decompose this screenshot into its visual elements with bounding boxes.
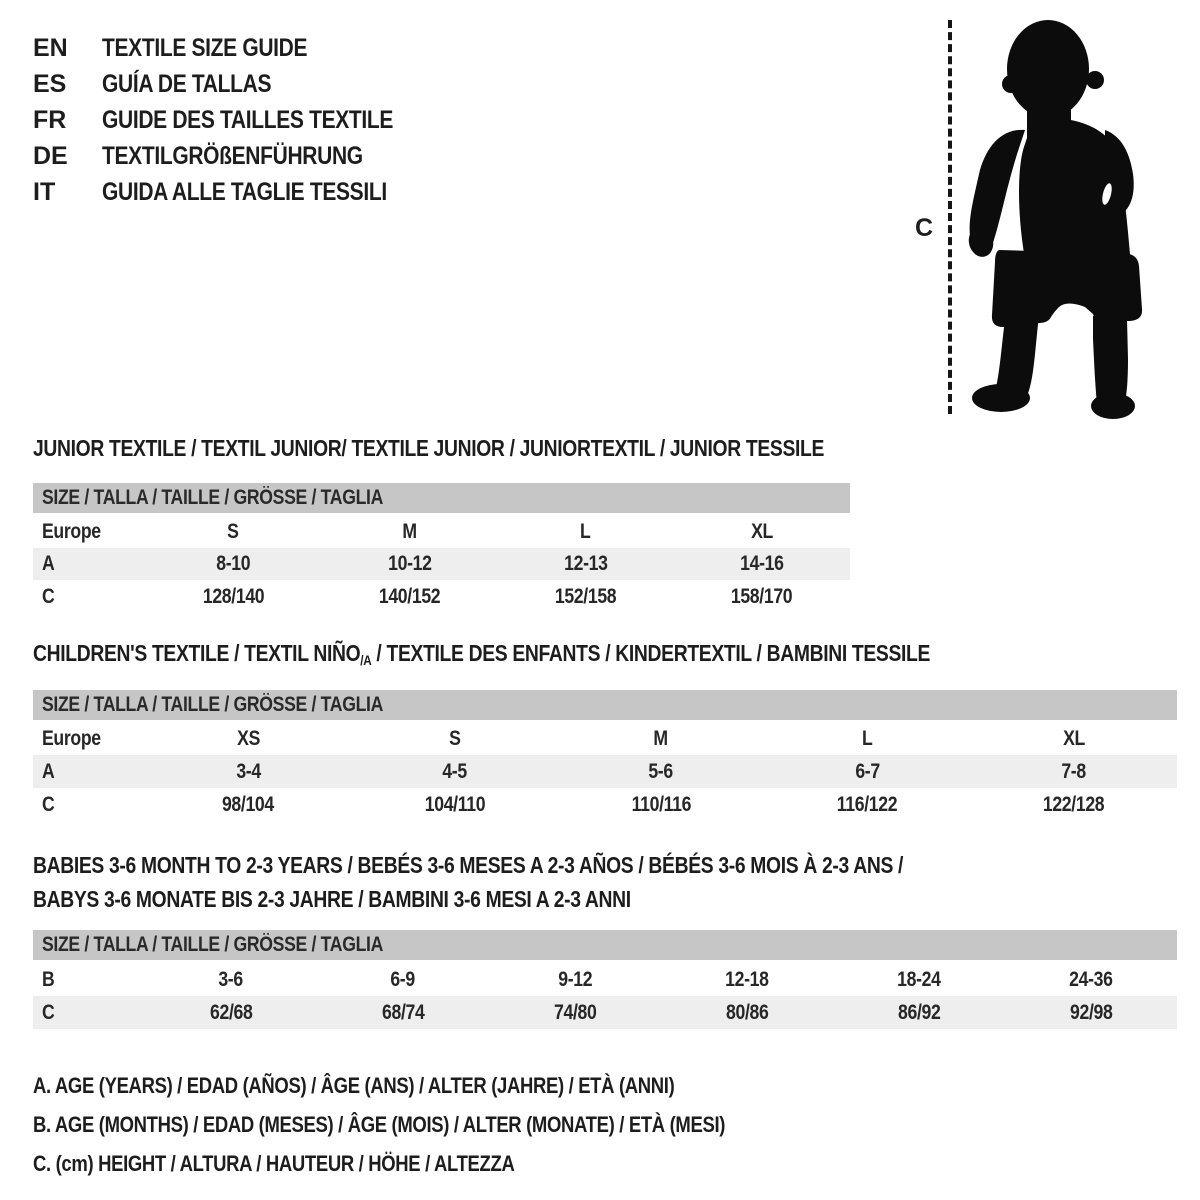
- babies-size-header-bar: SIZE / TALLA / TAILLE / GRÖSSE / TAGLIA: [33, 930, 1177, 960]
- junior-section-title: JUNIOR TEXTILE / TEXTIL JUNIOR/ TEXTILE JUNIOR / JUNIORTEXTIL / JUNIOR TESSILE: [33, 435, 825, 461]
- lang-title-en: TEXTILE SIZE GUIDE: [102, 33, 308, 62]
- children-size-header-bar: SIZE / TALLA / TAILLE / GRÖSSE / TAGLIA: [33, 690, 1177, 720]
- junior-row-europe: [33, 516, 850, 548]
- height-cell: 62/68: [209, 1000, 253, 1024]
- age-cell: 6-7: [855, 759, 880, 783]
- babies-section-title-line1: BABIES 3-6 MONTH TO 2-3 YEARS / BEBÉS 3-6 MESES A 2-3 AÑOS / BÉBÉS 3-6 MOIS À 2-3 ANS /: [33, 852, 904, 878]
- legend-line-b: B. AGE (MONTHS) / EDAD (MESES) / ÂGE (MOIS) / ALTER (MONATE) / ETÀ (MESI): [33, 1111, 726, 1137]
- age-cell: 12-13: [563, 552, 608, 575]
- height-cell: 68/74: [381, 1000, 425, 1024]
- row-label: A: [42, 552, 55, 575]
- nino-a-subscript: /A: [360, 652, 372, 668]
- height-cell: 92/98: [1069, 1000, 1113, 1024]
- height-cell: 122/128: [1043, 792, 1105, 816]
- age-cell: 8-10: [216, 552, 251, 575]
- babies-section-title-line2: BABYS 3-6 MONATE BIS 2-3 JAHRE / BAMBINI 3-6 MESI A 2-3 ANNI: [33, 886, 631, 912]
- babies-row-b: [33, 963, 1177, 996]
- children-section-title: CHILDREN'S TEXTILE / TEXTIL NIÑO/A / TEXTILE DES ENFANTS / KINDERTEXTIL / BAMBINI TESSILE: [33, 640, 931, 668]
- junior-size-header-bar: SIZE / TALLA / TAILLE / GRÖSSE / TAGLIA: [33, 483, 850, 513]
- age-cell: 3-6: [218, 967, 244, 991]
- row-label: B: [42, 967, 55, 991]
- lang-code-it: IT: [33, 177, 56, 206]
- size-cell: XL: [1062, 727, 1085, 750]
- age-cell: 14-16: [740, 552, 784, 575]
- legend-line-c: C. (cm) HEIGHT / ALTURA / HAUTEUR / HÖHE / ALTEZZA: [33, 1150, 515, 1176]
- children-row-a: [33, 755, 1177, 788]
- lang-title-es: GUÍA DE TALLAS: [102, 69, 272, 98]
- age-cell: 18-24: [897, 967, 941, 991]
- row-label: C: [42, 584, 55, 608]
- children-size-table: [33, 690, 1177, 821]
- height-cell: 158/170: [731, 584, 793, 608]
- size-cell: XL: [750, 520, 773, 543]
- lang-row-es: [33, 66, 449, 102]
- height-cell: 86/92: [897, 1000, 941, 1024]
- size-cell: L: [580, 520, 591, 543]
- size-cell: L: [862, 727, 873, 750]
- height-cell: 98/104: [222, 792, 275, 816]
- lang-title-it: GUIDA ALLE TAGLIE TESSILI: [102, 177, 387, 206]
- babies-size-table: [33, 930, 1177, 1029]
- size-cell: S: [227, 520, 239, 543]
- lang-code-fr: FR: [33, 105, 67, 134]
- height-cell: 80/86: [725, 1000, 769, 1024]
- height-cell: 74/80: [553, 1000, 597, 1024]
- age-cell: 12-18: [725, 967, 769, 991]
- row-label: Europe: [42, 520, 101, 543]
- children-row-c: [33, 788, 1177, 821]
- row-label: Europe: [42, 727, 101, 750]
- size-cell: XS: [236, 727, 260, 750]
- language-title-block: [33, 30, 449, 210]
- height-cell: 116/122: [837, 792, 898, 816]
- lang-row-fr: [33, 102, 449, 138]
- age-cell: 3-4: [235, 759, 261, 783]
- age-cell: 24-36: [1069, 967, 1113, 991]
- lang-code-de: DE: [33, 141, 68, 170]
- row-label: C: [42, 1000, 55, 1024]
- children-row-europe: [33, 723, 1177, 755]
- age-cell: 9-12: [558, 967, 592, 991]
- age-cell: 4-5: [442, 759, 467, 783]
- age-cell: 7-8: [1061, 759, 1087, 783]
- lang-row-en: [33, 30, 449, 66]
- height-cell: 128/140: [202, 584, 264, 608]
- lang-title-fr: GUIDE DES TAILLES TEXTILE: [102, 105, 394, 134]
- height-measure-label: C: [915, 214, 934, 242]
- lang-code-es: ES: [33, 69, 67, 98]
- age-cell: 6-9: [390, 967, 416, 991]
- lang-title-de: TEXTILGRÖßENFÜHRUNG: [102, 141, 363, 170]
- age-cell: 5-6: [648, 759, 674, 783]
- junior-size-table: [33, 483, 850, 613]
- junior-row-c: [33, 580, 850, 613]
- measurement-legend: [33, 1066, 857, 1183]
- size-cell: M: [653, 727, 669, 750]
- babies-row-c: [33, 996, 1177, 1029]
- lang-code-en: EN: [33, 33, 68, 62]
- height-cell: 140/152: [378, 584, 441, 608]
- legend-line-a: A. AGE (YEARS) / EDAD (AÑOS) / ÂGE (ANS) / ALTER (JAHRE) / ETÀ (ANNI): [33, 1072, 675, 1098]
- height-cell: 110/116: [631, 792, 691, 816]
- lang-row-it: [33, 174, 449, 210]
- row-label: A: [42, 759, 55, 783]
- row-label: C: [42, 792, 55, 816]
- lang-row-de: [33, 138, 449, 174]
- height-cell: 104/110: [424, 792, 485, 816]
- age-cell: 10-12: [387, 552, 432, 575]
- junior-row-a: [33, 548, 850, 580]
- height-cell: 152/158: [554, 584, 617, 608]
- toddler-silhouette-icon: [955, 14, 1150, 424]
- height-measure-dashed-line: [948, 20, 952, 414]
- size-cell: M: [402, 520, 417, 543]
- size-cell: S: [448, 727, 461, 750]
